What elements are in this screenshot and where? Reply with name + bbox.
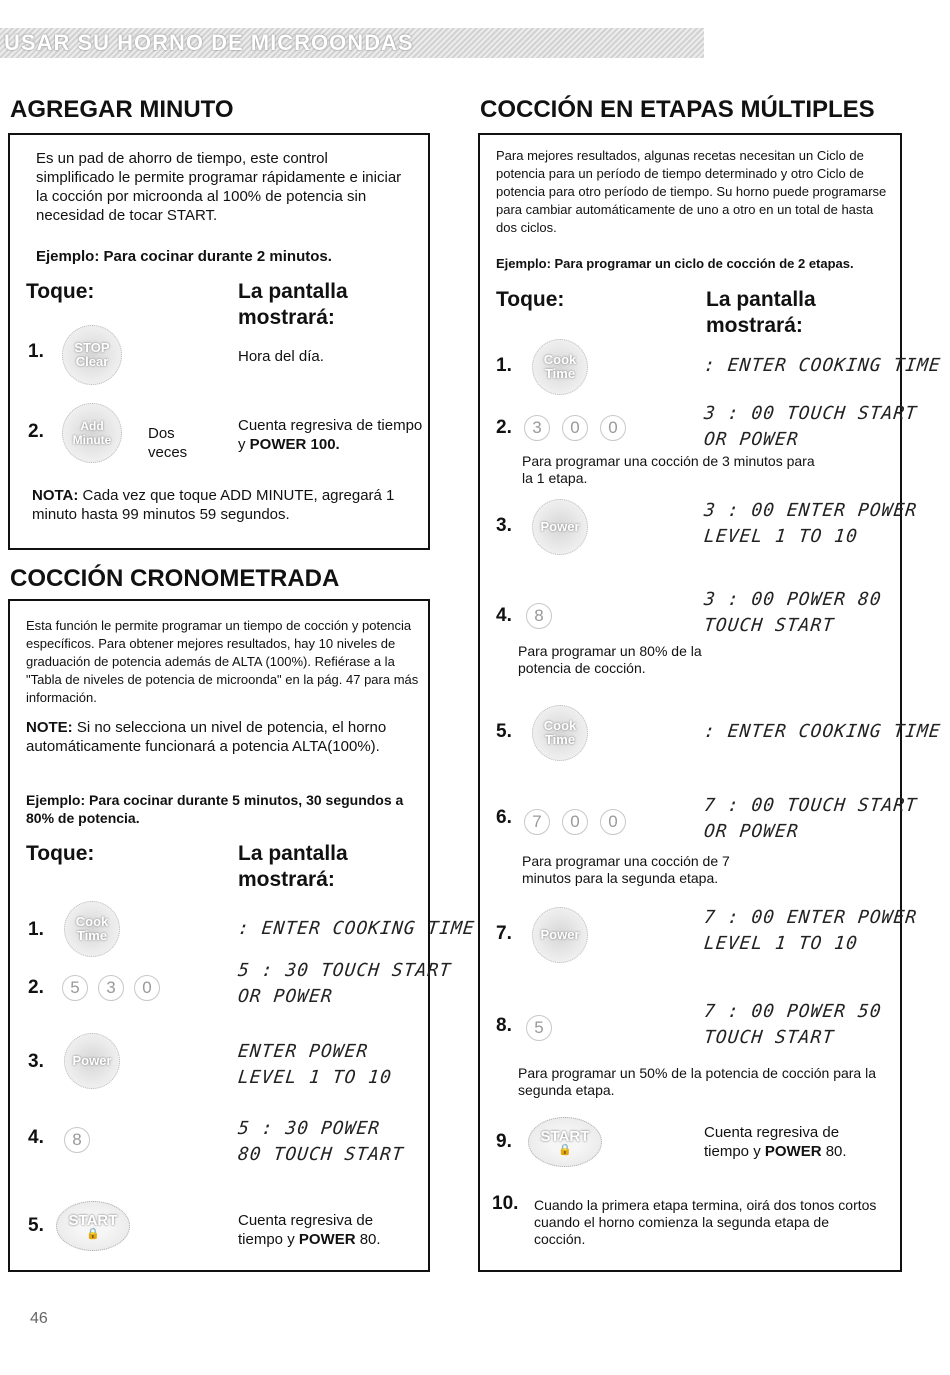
cook-time-button[interactable] — [532, 705, 588, 761]
lcd-display-line: LEVEL 1 TO 10 — [236, 1067, 394, 1088]
display-header: La pantalla mostrará: — [238, 280, 348, 329]
lcd-display-line: 7 : 00 POWER 50 — [702, 1001, 883, 1022]
number-0-button[interactable]: 0 — [562, 415, 588, 441]
button-label: Cook — [543, 352, 577, 367]
timed-intro: Esta función le permite programar un tiempo de cocción y potencia específicos. Para obtener mejores resultados, hay 10 niveles de graduación de potencia además de ALTA (100%). Refiérase a la "Tabla de niveles de potencia de microonda" en la pág. 47 para más información. — [26, 618, 419, 705]
number-3-button[interactable]: 3 — [98, 975, 124, 1001]
power-button[interactable]: Power — [532, 907, 588, 963]
touch-header: Toque: — [496, 288, 565, 311]
add-minute-note: NOTA: Cada vez que toque ADD MINUTE, agregará 1 minuto hasta 99 minutos 59 segundos. — [32, 487, 395, 523]
step-number: 8. — [496, 1015, 512, 1036]
add-minute-title: AGREGAR MINUTO — [10, 96, 234, 123]
lock-icon: 🔒 — [86, 1227, 100, 1240]
step-number: 3. — [496, 515, 512, 536]
lcd-display-line: OR POWER — [702, 429, 800, 450]
cook-time-button[interactable] — [532, 339, 588, 395]
button-label: Time — [544, 732, 576, 747]
button-label: STOP — [74, 340, 110, 355]
lcd-display-line: ENTER POWER — [236, 1041, 370, 1062]
timed-note: NOTE: Si no selecciona un nivel de potencia, el horno automáticamente funcionará a potencia ALTA(100%). — [26, 719, 387, 755]
button-label: Clear — [75, 354, 109, 369]
number-0-button[interactable]: 0 — [600, 415, 626, 441]
number-0-button[interactable]: 0 — [562, 809, 588, 835]
start-button[interactable] — [56, 1201, 130, 1251]
step-number: 10. — [492, 1193, 519, 1214]
timed-cooking-box — [8, 599, 476, 1272]
step-caption: Para programar un 50% de la potencia de cocción para la segunda etapa. — [518, 1065, 876, 1098]
add-minute-example: Ejemplo: Para cocinar durante 2 minutos. — [36, 248, 332, 265]
power-button[interactable]: Power — [532, 499, 588, 555]
step-number: 2. — [496, 417, 512, 438]
number-5-button[interactable]: 5 — [62, 975, 88, 1001]
lcd-display-line: 7 : 00 TOUCH START — [702, 795, 919, 816]
step-number: 2. — [28, 977, 44, 998]
start-button[interactable] — [528, 1117, 602, 1167]
step-caption: Para programar un 80% de la potencia de cocción. — [518, 643, 702, 676]
step-number: 1. — [28, 919, 44, 940]
button-label: Cook — [543, 718, 577, 733]
stop-clear-button[interactable] — [62, 325, 122, 385]
button-label: START — [68, 1211, 118, 1229]
step-number: 5. — [496, 721, 512, 742]
number-0-button[interactable]: 0 — [134, 975, 160, 1001]
number-8-button[interactable]: 8 — [526, 603, 552, 629]
lcd-display-line: 5 : 30 POWER — [236, 1118, 382, 1139]
lcd-display-line: 3 : 00 ENTER POWER — [702, 500, 919, 521]
add-minute-button[interactable] — [62, 403, 122, 463]
timed-example: Ejemplo: Para cocinar durante 5 minutos, 30 segundos a 80% de potencia. — [26, 792, 404, 826]
step-number: 5. — [28, 1215, 44, 1236]
press-twice-text: Dos veces — [148, 425, 188, 461]
page-number: 46 — [30, 1310, 48, 1327]
display-header: La pantalla mostrará: — [238, 842, 348, 891]
section-banner — [0, 28, 704, 58]
add-minute-intro: Es un pad de ahorro de tiempo, este control simplificado le permite programar rápidamente e iniciar la cocción por microonda al 100% de potencia sin necesidad de tocar START. — [36, 150, 402, 224]
lcd-display-line: LEVEL 1 TO 10 — [702, 526, 860, 547]
lcd-display-line: : ENTER COOKING TIME — [236, 918, 476, 939]
number-0-button[interactable]: 0 — [600, 809, 626, 835]
lcd-display-line: 7 : 00 ENTER POWER — [702, 907, 919, 928]
step-number: 7. — [496, 923, 512, 944]
step-number: 2. — [28, 421, 44, 442]
multi-example: Ejemplo: Para programar un ciclo de cocción de 2 etapas. — [496, 256, 854, 271]
add-minute-box — [8, 133, 430, 550]
display-header: La pantalla mostrará: — [706, 288, 816, 337]
button-label: Add — [80, 419, 104, 433]
touch-header: Toque: — [26, 842, 95, 865]
lcd-display-line: OR POWER — [702, 821, 800, 842]
multi-stage-title: COCCIÓN EN ETAPAS MÚLTIPLES — [480, 96, 875, 123]
cook-time-button[interactable] — [64, 901, 120, 957]
step-number: 3. — [28, 1051, 44, 1072]
step-number: 9. — [496, 1131, 512, 1152]
step-display-text: Hora del día. — [238, 348, 324, 365]
button-label: Cook — [75, 914, 109, 929]
button-label: Minute — [72, 433, 112, 447]
step-caption: Para programar una cocción de 7 minutos para la segunda etapa. — [522, 853, 730, 886]
lcd-display-line: LEVEL 1 TO 10 — [702, 933, 860, 954]
multi-stage-box — [478, 133, 942, 1272]
banner-text: USAR SU HORNO DE MICROONDAS — [4, 30, 414, 55]
step-number: 4. — [496, 605, 512, 626]
step-number: 4. — [28, 1127, 44, 1148]
lcd-display-line: TOUCH START — [702, 615, 836, 636]
lcd-display-line: : ENTER COOKING TIME — [702, 355, 942, 376]
button-label: Time — [76, 928, 108, 943]
step-number: 1. — [496, 355, 512, 376]
touch-header: Toque: — [26, 280, 95, 303]
number-5-button[interactable]: 5 — [526, 1015, 552, 1041]
step-number: 1. — [28, 341, 44, 362]
timed-cooking-title: COCCIÓN CRONOMETRADA — [10, 565, 340, 592]
lcd-display-line: 3 : 00 TOUCH START — [702, 403, 919, 424]
lcd-display-line: 5 : 30 TOUCH START — [236, 960, 453, 981]
lock-icon: 🔒 — [558, 1143, 572, 1156]
step-caption: Cuando la primera etapa termina, oirá dos tonos cortos cuando el horno comienza la segunda etapa de cocción. — [534, 1197, 877, 1247]
number-8-button[interactable]: 8 — [64, 1127, 90, 1153]
step-display-text: Cuenta regresiva de tiempo y POWER 100. — [238, 417, 423, 453]
button-label: Time — [544, 366, 576, 381]
lcd-display-line: 3 : 00 POWER 80 — [702, 589, 883, 610]
lcd-display-line: TOUCH START — [702, 1027, 836, 1048]
button-label: START — [540, 1127, 590, 1145]
lcd-display-line: : ENTER COOKING TIME — [702, 721, 942, 742]
multi-intro: Para mejores resultados, algunas recetas necesitan un Ciclo de potencia para un período de tiempo determinado y otro Ciclo de potencia para otro período de tiempo. Su horno puede programarse para cambiar automáticamente de uno a otro en un total de hasta dos ciclos. — [496, 148, 887, 235]
number-7-button[interactable]: 7 — [524, 809, 550, 835]
lcd-display-line: 80 TOUCH START — [236, 1144, 405, 1165]
step-caption: Para programar una cocción de 3 minutos para la 1 etapa. — [522, 453, 815, 486]
step-display-text: Cuenta regresiva de tiempo y POWER 80. — [238, 1212, 381, 1248]
number-3-button[interactable]: 3 — [524, 415, 550, 441]
lcd-display-line: OR POWER — [236, 986, 334, 1007]
step-display-text: Cuenta regresiva de tiempo y POWER 80. — [704, 1124, 847, 1160]
power-button[interactable]: Power — [64, 1033, 120, 1089]
step-number: 6. — [496, 807, 512, 828]
